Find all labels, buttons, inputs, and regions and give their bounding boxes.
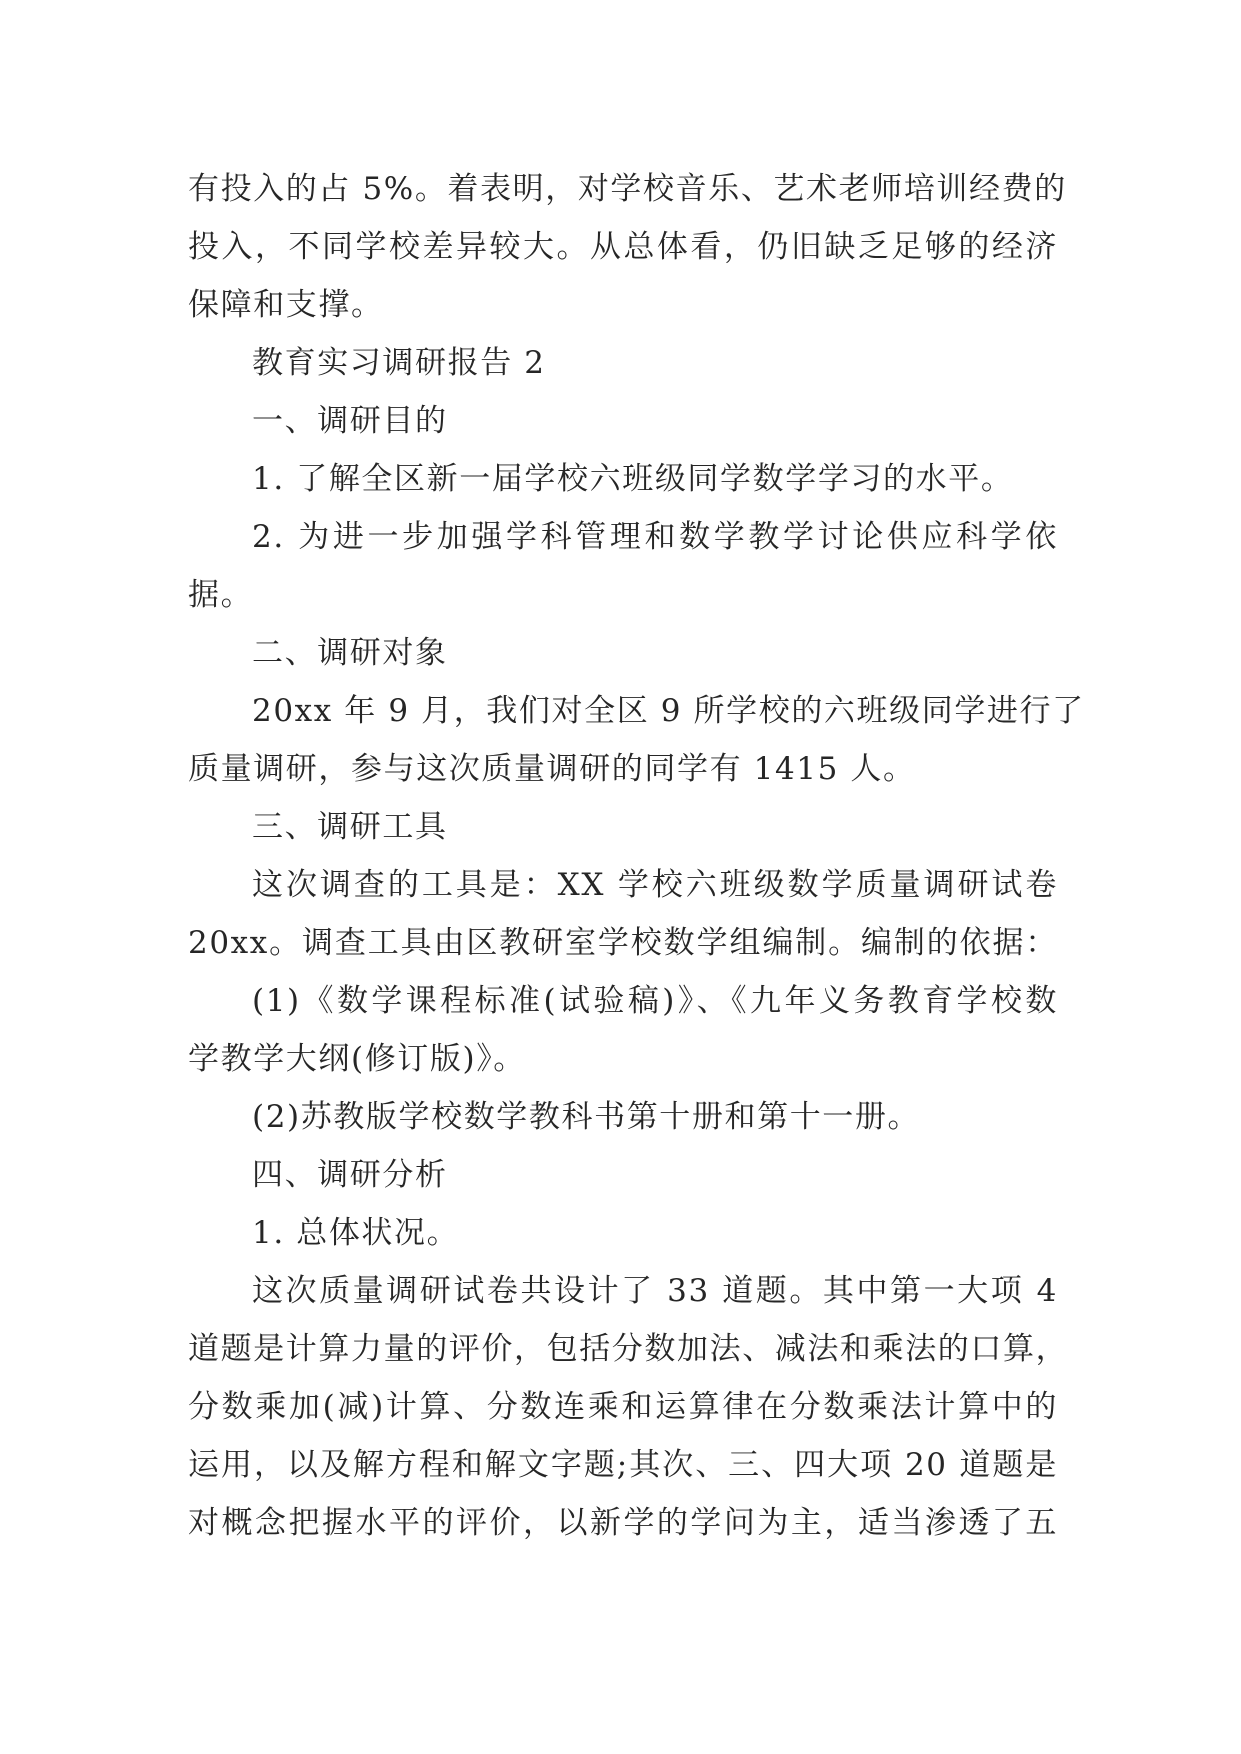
text-line: 运用，以及解方程和解文字题;其次、三、四大项 20 道题是 [188, 1447, 1058, 1483]
text-line: 四、调研分析 [252, 1157, 448, 1193]
text-line: 这次调查的工具是：XX 学校六班级数学质量调研试卷 [252, 867, 1058, 903]
text-line: 1. 了解全区新一届学校六班级同学数学学习的水平。 [252, 461, 1014, 497]
text-line: 据。 [188, 577, 254, 613]
text-line: (2)苏教版学校数学教科书第十册和第十一册。 [252, 1099, 921, 1135]
text-line: 质量调研，参与这次质量调研的同学有 1415 人。 [188, 751, 916, 787]
text-line: 一、调研目的 [252, 403, 448, 439]
text-line: 二、调研对象 [252, 635, 448, 671]
text-line: 保障和支撑。 [188, 287, 384, 323]
text-line: (1)《数学课程标准(试验稿)》、《九年义务教育学校数 [252, 983, 1058, 1019]
text-line: 教育实习调研报告 2 [252, 345, 546, 381]
text-line: 这次质量调研试卷共设计了 33 道题。其中第一大项 4 [252, 1273, 1058, 1309]
text-line: 20xx 年 9 月，我们对全区 9 所学校的六班级同学进行了 [252, 693, 1085, 729]
text-line: 投入，不同学校差异较大。从总体看，仍旧缺乏足够的经济 [188, 229, 1058, 265]
text-line: 对概念把握水平的评价，以新学的学问为主，适当渗透了五 [188, 1505, 1058, 1541]
text-line: 1. 总体状况。 [252, 1215, 460, 1251]
text-line: 三、调研工具 [252, 809, 448, 845]
text-line: 分数乘加(减)计算、分数连乘和运算律在分数乘法计算中的 [188, 1389, 1058, 1425]
text-line: 学教学大纲(修订版)》。 [188, 1041, 526, 1077]
text-line: 道题是计算力量的评价，包括分数加法、减法和乘法的口算， [188, 1331, 1069, 1367]
text-line: 2. 为进一步加强学科管理和数学教学讨论供应科学依 [252, 519, 1058, 555]
text-line: 有投入的占 5%。着表明，对学校音乐、艺术老师培训经费的 [188, 171, 1067, 207]
text-line: 20xx。调查工具由区教研室学校数学组编制。编制的依据： [188, 925, 1058, 961]
document-page [188, 160, 1085, 1552]
